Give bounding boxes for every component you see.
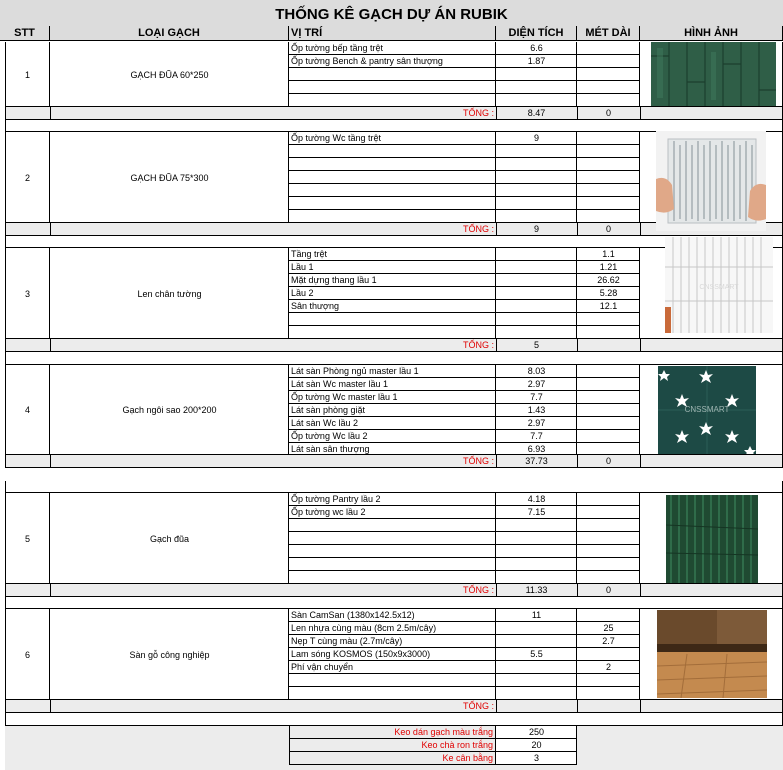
vi-tri-text: Lam sóng KOSMOS (150x9x3000) [291,649,431,659]
dien-tich-cell [496,184,577,197]
dien-tich-value: 1.87 [527,56,546,66]
vi-tri-text: Ốp tường bếp tầng trệt [291,43,383,53]
met-dai-cell [577,171,640,184]
vi-tri-cell [289,313,496,326]
met-dai-cell [577,532,640,545]
header-vi-tri: VỊ TRÍ [289,26,496,41]
tile-image-5 [666,495,758,583]
total-dien-tich: 5 [533,340,539,350]
total-dien-tich: 11.33 [525,585,548,595]
vi-tri-text: Nẹp T cùng màu (2.7m/cây) [291,636,403,646]
dien-tich-value: 7.15 [527,507,546,517]
met-dai-cell [577,158,640,171]
met-dai-cell [577,609,640,622]
total-row [5,700,783,713]
met-dai-cell [577,417,640,430]
met-dai-cell [577,326,640,339]
vi-tri-text: Lát sàn Wc lầu 2 [291,418,359,428]
met-dai-cell [577,571,640,584]
met-dai-cell [577,42,640,55]
tile-image-4 [658,366,756,454]
extra-value: 3 [533,753,539,763]
dien-tich-value: 2.97 [527,418,546,428]
vi-tri-text: Ốp tường wc lầu 2 [291,507,366,517]
dien-tich-cell [496,94,577,107]
met-dai-cell [577,378,640,391]
dien-tich-cell [496,532,577,545]
vi-tri-cell [289,158,496,171]
tile-image-3 [665,237,773,333]
vi-tri-text: Lầu 1 [291,262,314,272]
vi-tri-text: Len nhựa cùng màu (8cm 2.5m/cây) [291,623,437,633]
stt-value: 4 [24,405,30,415]
met-dai-value: 26.62 [597,275,620,285]
total-label: TỔNG : [463,108,494,118]
dien-tich-cell [496,622,577,635]
stt-value: 3 [24,288,30,299]
total-dien-tich: 9 [533,224,539,234]
header-hinh-anh: HÌNH ẢNH [640,26,783,41]
tile-image-1 [651,42,776,106]
watermark-4: CNSSMART [684,405,730,414]
vi-tri-cell [289,674,496,687]
vi-tri-text: Sân thượng [291,301,339,311]
total-label: TỔNG : [463,701,494,711]
spacer-row [5,352,783,365]
total-row [5,455,783,468]
dien-tich-value: 2.97 [527,379,546,389]
dien-tich-cell [496,274,577,287]
vi-tri-cell [289,171,496,184]
met-dai-cell [577,648,640,661]
vi-tri-text: Sàn CamSan (1380x142.5x12) [291,610,415,620]
dien-tich-cell [496,287,577,300]
met-dai-cell [577,197,640,210]
tile-image-6 [657,610,767,698]
met-dai-cell [577,404,640,417]
dien-tich-value: 7.7 [530,392,543,402]
met-dai-cell [577,94,640,107]
vi-tri-text: Tầng trệt [291,249,328,259]
met-dai-cell [577,365,640,378]
met-dai-cell [577,430,640,443]
total-label: TỔNG : [463,456,494,466]
total-dien-tich: 37.73 [525,456,548,466]
dien-tich-value: 1.43 [527,405,546,415]
total-row [5,107,783,120]
dien-tich-cell [496,545,577,558]
vi-tri-cell [289,519,496,532]
stt-value: 5 [24,533,30,544]
met-dai-cell [577,558,640,571]
spacer-row [5,713,783,726]
dien-tich-value: 7.7 [530,431,543,441]
dien-tich-cell [496,81,577,94]
met-dai-cell [577,687,640,700]
vi-tri-cell [289,326,496,339]
vi-tri-cell [289,687,496,700]
vi-tri-text: Lát sàn sân thượng [291,444,370,454]
dien-tich-value: 6.6 [530,43,543,53]
dien-tich-cell [496,158,577,171]
dien-tich-value: 6.93 [527,444,546,454]
dien-tich-cell [496,171,577,184]
total-label: TỔNG : [463,224,494,234]
spacer-row [5,597,783,609]
met-dai-cell [577,68,640,81]
dien-tich-value: 8.03 [527,366,546,376]
met-dai-cell [577,55,640,68]
watermark-3: CNSSMART [699,284,739,291]
loai-gach-name: Len chân tường [137,288,202,299]
vi-tri-cell [289,145,496,158]
loai-gach-name: Gạch ngôi sao 200*200 [122,405,217,415]
dien-tich-cell [496,210,577,223]
dien-tich-cell [496,519,577,532]
loai-gach-name: Gạch đũa [149,533,190,544]
vi-tri-cell [289,558,496,571]
dien-tich-cell [496,635,577,648]
met-dai-value: 25 [603,623,614,633]
met-dai-cell [577,184,640,197]
vi-tri-cell [289,545,496,558]
dien-tich-cell [496,145,577,158]
met-dai-cell [577,493,640,506]
header-dien-tich: DIỆN TÍCH [496,26,577,41]
header-stt: STT [0,26,50,41]
total-dien-tich: 8.47 [527,108,546,118]
met-dai-cell [577,132,640,145]
dien-tich-cell [496,313,577,326]
extra-label: Keo chà ron trắng [421,740,493,750]
loai-gach-name: GẠCH ĐŨA 75*300 [130,172,209,183]
met-dai-cell [577,443,640,455]
spacer-row [5,481,783,493]
dien-tich-value: 9 [533,133,539,143]
met-dai-cell [577,210,640,223]
total-label: TỔNG : [463,340,494,350]
dien-tich-cell [496,248,577,261]
dien-tich-value: 11 [531,610,542,620]
dien-tich-cell [496,326,577,339]
met-dai-value: 1.1 [602,249,615,259]
met-dai-value: 12.1 [599,301,618,311]
vi-tri-text: Lát sàn phòng giặt [291,405,366,415]
vi-tri-text: Mặt dựng thang lầu 1 [291,275,377,285]
vi-tri-cell [289,210,496,223]
dien-tich-cell [496,558,577,571]
met-dai-cell [577,391,640,404]
vi-tri-text: Ốp tường Wc master lầu 1 [291,392,398,402]
vi-tri-cell [289,184,496,197]
vi-tri-text: Lát sàn Wc master lầu 1 [291,379,389,389]
extra-label: Ke cân bằng [442,753,493,763]
met-dai-cell [577,313,640,326]
dien-tich-cell [496,197,577,210]
vi-tri-text: Lầu 2 [291,288,314,298]
met-dai-cell [577,519,640,532]
vi-tri-cell [289,68,496,81]
extra-value: 250 [528,727,545,737]
loai-gach-name: Sàn gỗ công nghiệp [129,649,210,660]
vi-tri-cell [289,287,496,300]
met-dai-value: 2.7 [602,636,615,646]
met-dai-cell [577,674,640,687]
met-dai-cell [577,545,640,558]
vi-tri-cell [289,532,496,545]
dien-tich-cell [496,687,577,700]
total-met-dai: 0 [605,456,611,466]
stt-value: 6 [24,649,30,660]
dien-tich-cell [496,300,577,313]
met-dai-value: 1.21 [599,262,618,272]
total-met-dai: 0 [605,585,611,595]
total-row [5,584,783,597]
total-met-dai: 0 [605,224,611,234]
dien-tich-cell [496,674,577,687]
met-dai-cell [577,81,640,94]
vi-tri-cell [289,571,496,584]
dien-tich-cell [496,68,577,81]
header-met-dai: MÉT DÀI [577,26,640,41]
vi-tri-text: Ốp tường Wc lầu 2 [291,431,368,441]
met-dai-cell [577,145,640,158]
dien-tich-value: 4.18 [527,494,546,504]
vi-tri-text: Ốp tường Wc tầng trệt [291,133,381,143]
total-label: TỔNG : [463,585,494,595]
page-title: THỐNG KÊ GẠCH DỰ ÁN RUBIK [0,0,783,26]
total-row [5,339,783,352]
vi-tri-cell [289,81,496,94]
vi-tri-text: Ốp tường Pantry lầu 2 [291,494,381,504]
vi-tri-text: Lát sàn Phòng ngủ master lầu 1 [291,366,419,376]
vi-tri-cell [289,94,496,107]
vi-tri-cell [289,261,496,274]
loai-gach-name: GẠCH ĐŨA 60*250 [130,69,209,80]
extra-value: 20 [531,740,542,750]
header-loai-gach: LOẠI GẠCH [50,26,289,41]
vi-tri-text: Phí vận chuyển [291,662,354,672]
dien-tich-cell [496,571,577,584]
total-met-dai: 0 [605,108,611,118]
met-dai-cell [577,506,640,519]
met-dai-value: 5.28 [599,288,618,298]
vi-tri-cell [289,197,496,210]
dien-tich-cell [496,261,577,274]
met-dai-value: 2 [605,662,611,672]
dien-tich-value: 5.5 [530,649,543,659]
vi-tri-text: Ốp tường Bench & pantry sân thượng [291,56,443,66]
extra-label: Keo dán gạch màu trắng [394,727,493,737]
stt-value: 1 [24,69,30,80]
stt-value: 2 [24,172,30,183]
dien-tich-cell [496,661,577,674]
tile-image-2 [656,131,766,231]
